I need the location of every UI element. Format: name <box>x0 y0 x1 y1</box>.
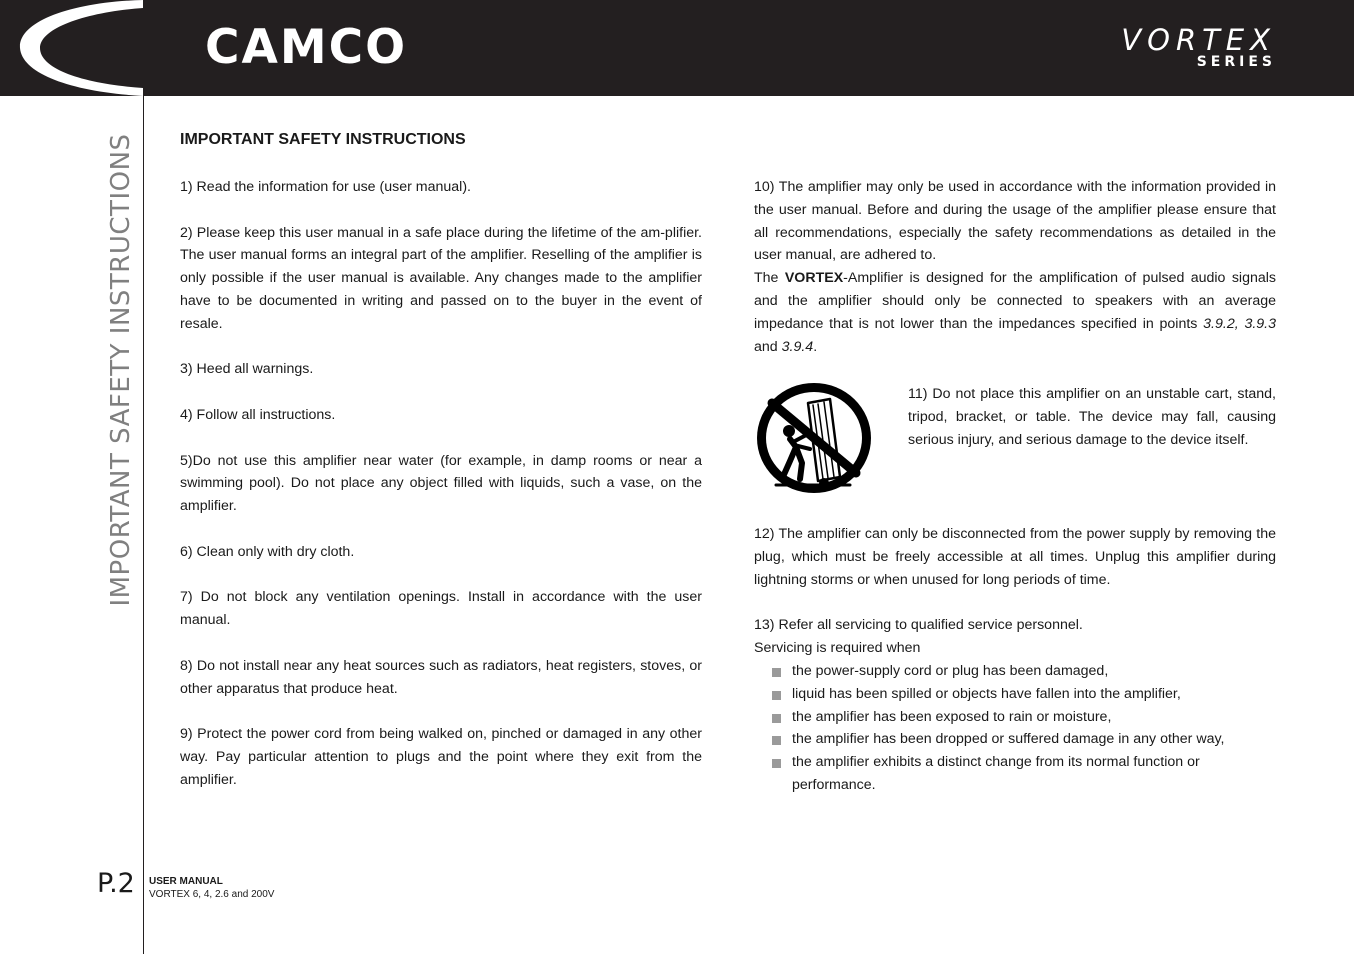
instruction-item-8: 8) Do not install near any heat sources such as radiators, heat registers, stoves, or other apparatus that produce heat. <box>180 657 702 697</box>
right-column <box>754 176 1276 797</box>
list-item: the amplifier has been dropped or suffered damage in any other way, <box>772 728 1276 751</box>
list-item: the power-supply cord or plug has been damaged, <box>772 660 1276 683</box>
vortex-impedance-note: The VORTEX-Amplifier is designed for the amplification of pulsed audio signals and the amplifier should only be connected to speakers with an average impedance that is not lower than the impedances specified in points 3.9.2, 3.9.3 and 3.9.4. <box>754 270 1276 355</box>
camco-logo: CAMCO <box>205 20 408 75</box>
list-item: the amplifier has been exposed to rain or moisture, <box>772 706 1276 729</box>
instruction-item-9: 9) Protect the power cord from being walked on, pinched or damaged in any other way. Pay particular attention to plugs and the point where they exit from the amplifier. <box>180 726 702 788</box>
list-item: liquid has been spilled or objects have fallen into the amplifier, <box>772 683 1276 706</box>
instruction-item-6: 6) Clean only with dry cloth. <box>180 543 355 560</box>
instruction-item-10: 10) The amplifier may only be used in accordance with the information provided in the user manual. Before and during the usage of the amplifier please ensure that all recommendations, especially the safety recommendations as detailed in the user manual, are adhered to. <box>754 179 1276 264</box>
instruction-item-1: 1) Read the information for use (user manual). <box>180 179 471 195</box>
left-column <box>180 176 702 814</box>
series-subtitle: SERIES <box>1196 54 1276 70</box>
cart-warning-block <box>754 381 1276 499</box>
instruction-item-12: 12) The amplifier can only be disconnected from the power supply by removing the plug, which must be freely accessible at all times. Unplug this amplifier during lightning storms or when unused for long periods of time. <box>754 526 1276 588</box>
vortex-series-logo <box>1121 24 1276 70</box>
instruction-item-4: 4) Follow all instructions. <box>180 406 336 423</box>
servicing-required-label: Servicing is required when <box>754 640 921 657</box>
footer <box>149 875 274 901</box>
instruction-item-13: 13) Refer all servicing to qualified service personnel. <box>754 617 1083 634</box>
instruction-item-11: 11) Do not place this amplifier on an unstable cart, stand, tripod, bracket, or table. The device may fall, causing serious injury, and serious damage to the device itself. <box>908 386 1276 448</box>
section-reference: 3.9.4 <box>781 338 814 355</box>
list-item: the amplifier exhibits a distinct change from its normal function or performance. <box>772 751 1276 797</box>
footer-manual-label: USER MANUAL <box>149 876 223 887</box>
servicing-conditions-list <box>754 660 1276 797</box>
footer-models: VORTEX 6, 4, 2.6 and 200V <box>149 889 275 900</box>
instruction-item-5: 5)Do not use this amplifier near water (for example, in damp rooms or near a swimming pool). Do not place any object filled with liquids, such a vase, on the amplifier. <box>180 452 702 515</box>
section-reference: 3.9.2, 3.9.3 <box>1203 315 1276 332</box>
instruction-item-3: 3) Heed all warnings. <box>180 361 314 378</box>
side-section-title: IMPORTANT SAFETY INSTRUCTIONS <box>106 133 136 607</box>
cart-tip-over-warning-icon <box>754 381 874 499</box>
series-name: VORTEX <box>1121 23 1276 57</box>
instruction-item-2: 2) Please keep this user manual in a safe place during the lifetime of the am-plifier. The user manual forms an integral part of the amplifier. Reselling of the amplifier is only possible if the user manual is available. Any changes made to the amplifier have to be documented in writing and passed on to the buyer in the event of resale. <box>180 224 702 332</box>
camco-swoosh-logo <box>0 0 145 96</box>
page-header <box>0 0 1354 96</box>
page-number: P.2 <box>97 868 135 899</box>
instruction-item-7: 7) Do not block any ventilation openings. Install in accordance with the user manual. <box>180 589 702 629</box>
page-heading: IMPORTANT SAFETY INSTRUCTIONS <box>180 131 466 148</box>
vortex-brand-text: VORTEX <box>784 270 844 287</box>
margin-divider <box>143 96 144 954</box>
